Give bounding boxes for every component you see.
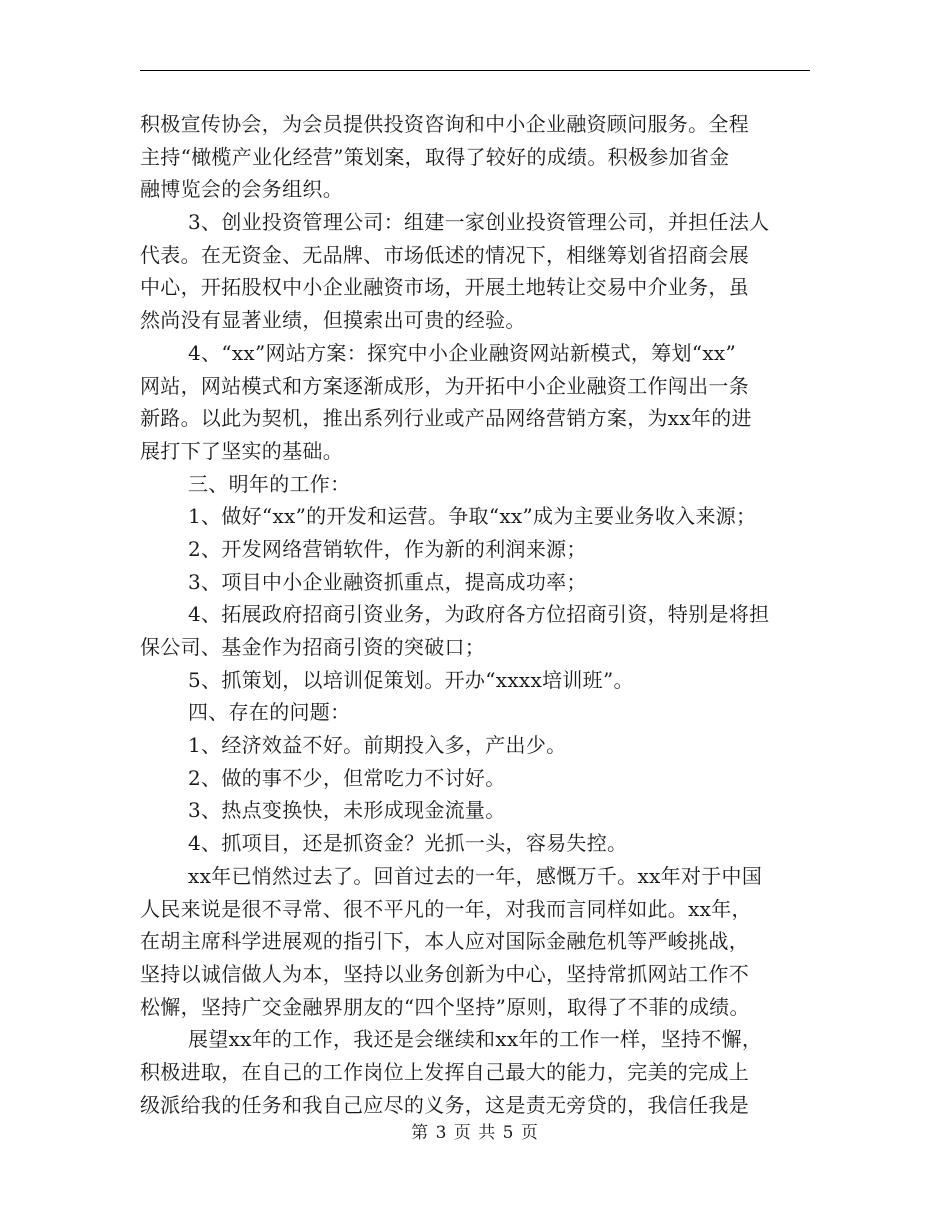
text-line: 三、明年的工作： [188,471,351,496]
text-line: 5、抓策划，以培训促策划。开办“xxxx培训班”。 [188,667,634,692]
text-line: 松懈，坚持广交金融界朋友的“四个坚持”原则，取得了不菲的成绩。 [140,994,750,1019]
text-line: 融博览会的会务组织。 [140,177,343,202]
text-line: 积极宣传协会，为会员提供投资咨询和中小企业融资顾问服务。全程 [140,112,749,136]
text-line: 然尚没有显著业绩，但摸索出可贵的经验。 [140,308,526,333]
header-rule [140,70,810,71]
text-line: 4、“xx”网站方案：探究中小企业融资网站新模式，筹划“xx” [188,340,737,365]
text-line: 坚持以诚信做人为本，坚持以业务创新为中心，坚持常抓网站工作不 [140,961,749,986]
text-line: 积极进取，在自己的工作岗位上发挥自己最大的能力，完美的完成上 [140,1059,749,1084]
text-line: 2、开发网络营销软件，作为新的利润来源； [188,536,587,561]
text-line: 4、抓项目，还是抓资金？光抓一头，容易失控。 [188,831,628,856]
text-line: 主持“橄榄产业化经营”策划案，取得了较好的成绩。积极参加省金 [140,144,730,169]
text-line: xx年已悄然过去了。回首过去的一年，感慨万千。xx年对于中国 [188,863,763,888]
text-line: 人民来说是很不寻常、很不平凡的一年，对我而言同样如此。xx年， [140,896,752,921]
text-line: 中心，开拓股权中小企业融资市场，开展土地转让交易中介业务，虽 [140,275,749,300]
text-line: 3、项目中小企业融资抓重点，提高成功率； [188,569,587,594]
text-line: 2、做的事不少，但常吃力不讨好。 [188,765,506,790]
text-line: 1、经济效益不好。前期投入多，产出少。 [188,733,567,758]
text-line: 在胡主席科学进展观的指引下，本人应对国际金融危机等严峻挑战， [140,929,749,954]
text-line: 保公司、基金作为招商引资的突破口； [140,635,486,659]
text-line: 代表。在无资金、无品牌、市场低述的情况下，相继筹划省招商会展 [140,242,749,267]
text-line: 3、热点变换快，未形成现金流量。 [188,798,506,823]
text-line: 级派给我的任务和我自己应尽的义务，这是责无旁贷的，我信任我是 [140,1092,749,1117]
text-line: 1、做好“xx”的开发和运营。争取“xx”成为主要业务收入来源； [188,504,757,529]
text-line: 展打下了坚实的基础。 [140,438,343,463]
text-line: 展望xx年的工作，我还是会继续和xx年的工作一样，坚持不懈， [188,1027,763,1052]
text-line: 3、创业投资管理公司：组建一家创业投资管理公司，并担任法人 [188,210,770,235]
text-line: 新路。以此为契机，推出系列行业或产品网络营销方案，为xx年的进 [140,406,752,431]
page-footer: 第 3 页 共 5 页 [411,1123,539,1143]
text-line: 网站，网站模式和方案逐渐成形，为开拓中小企业融资工作闯出一条 [140,373,749,398]
text-line: 四、存在的问题： [188,700,351,725]
document-body [140,108,820,1121]
text-line: 4、拓展政府招商引资业务，为政府各方位招商引资，特别是将担 [188,602,770,627]
